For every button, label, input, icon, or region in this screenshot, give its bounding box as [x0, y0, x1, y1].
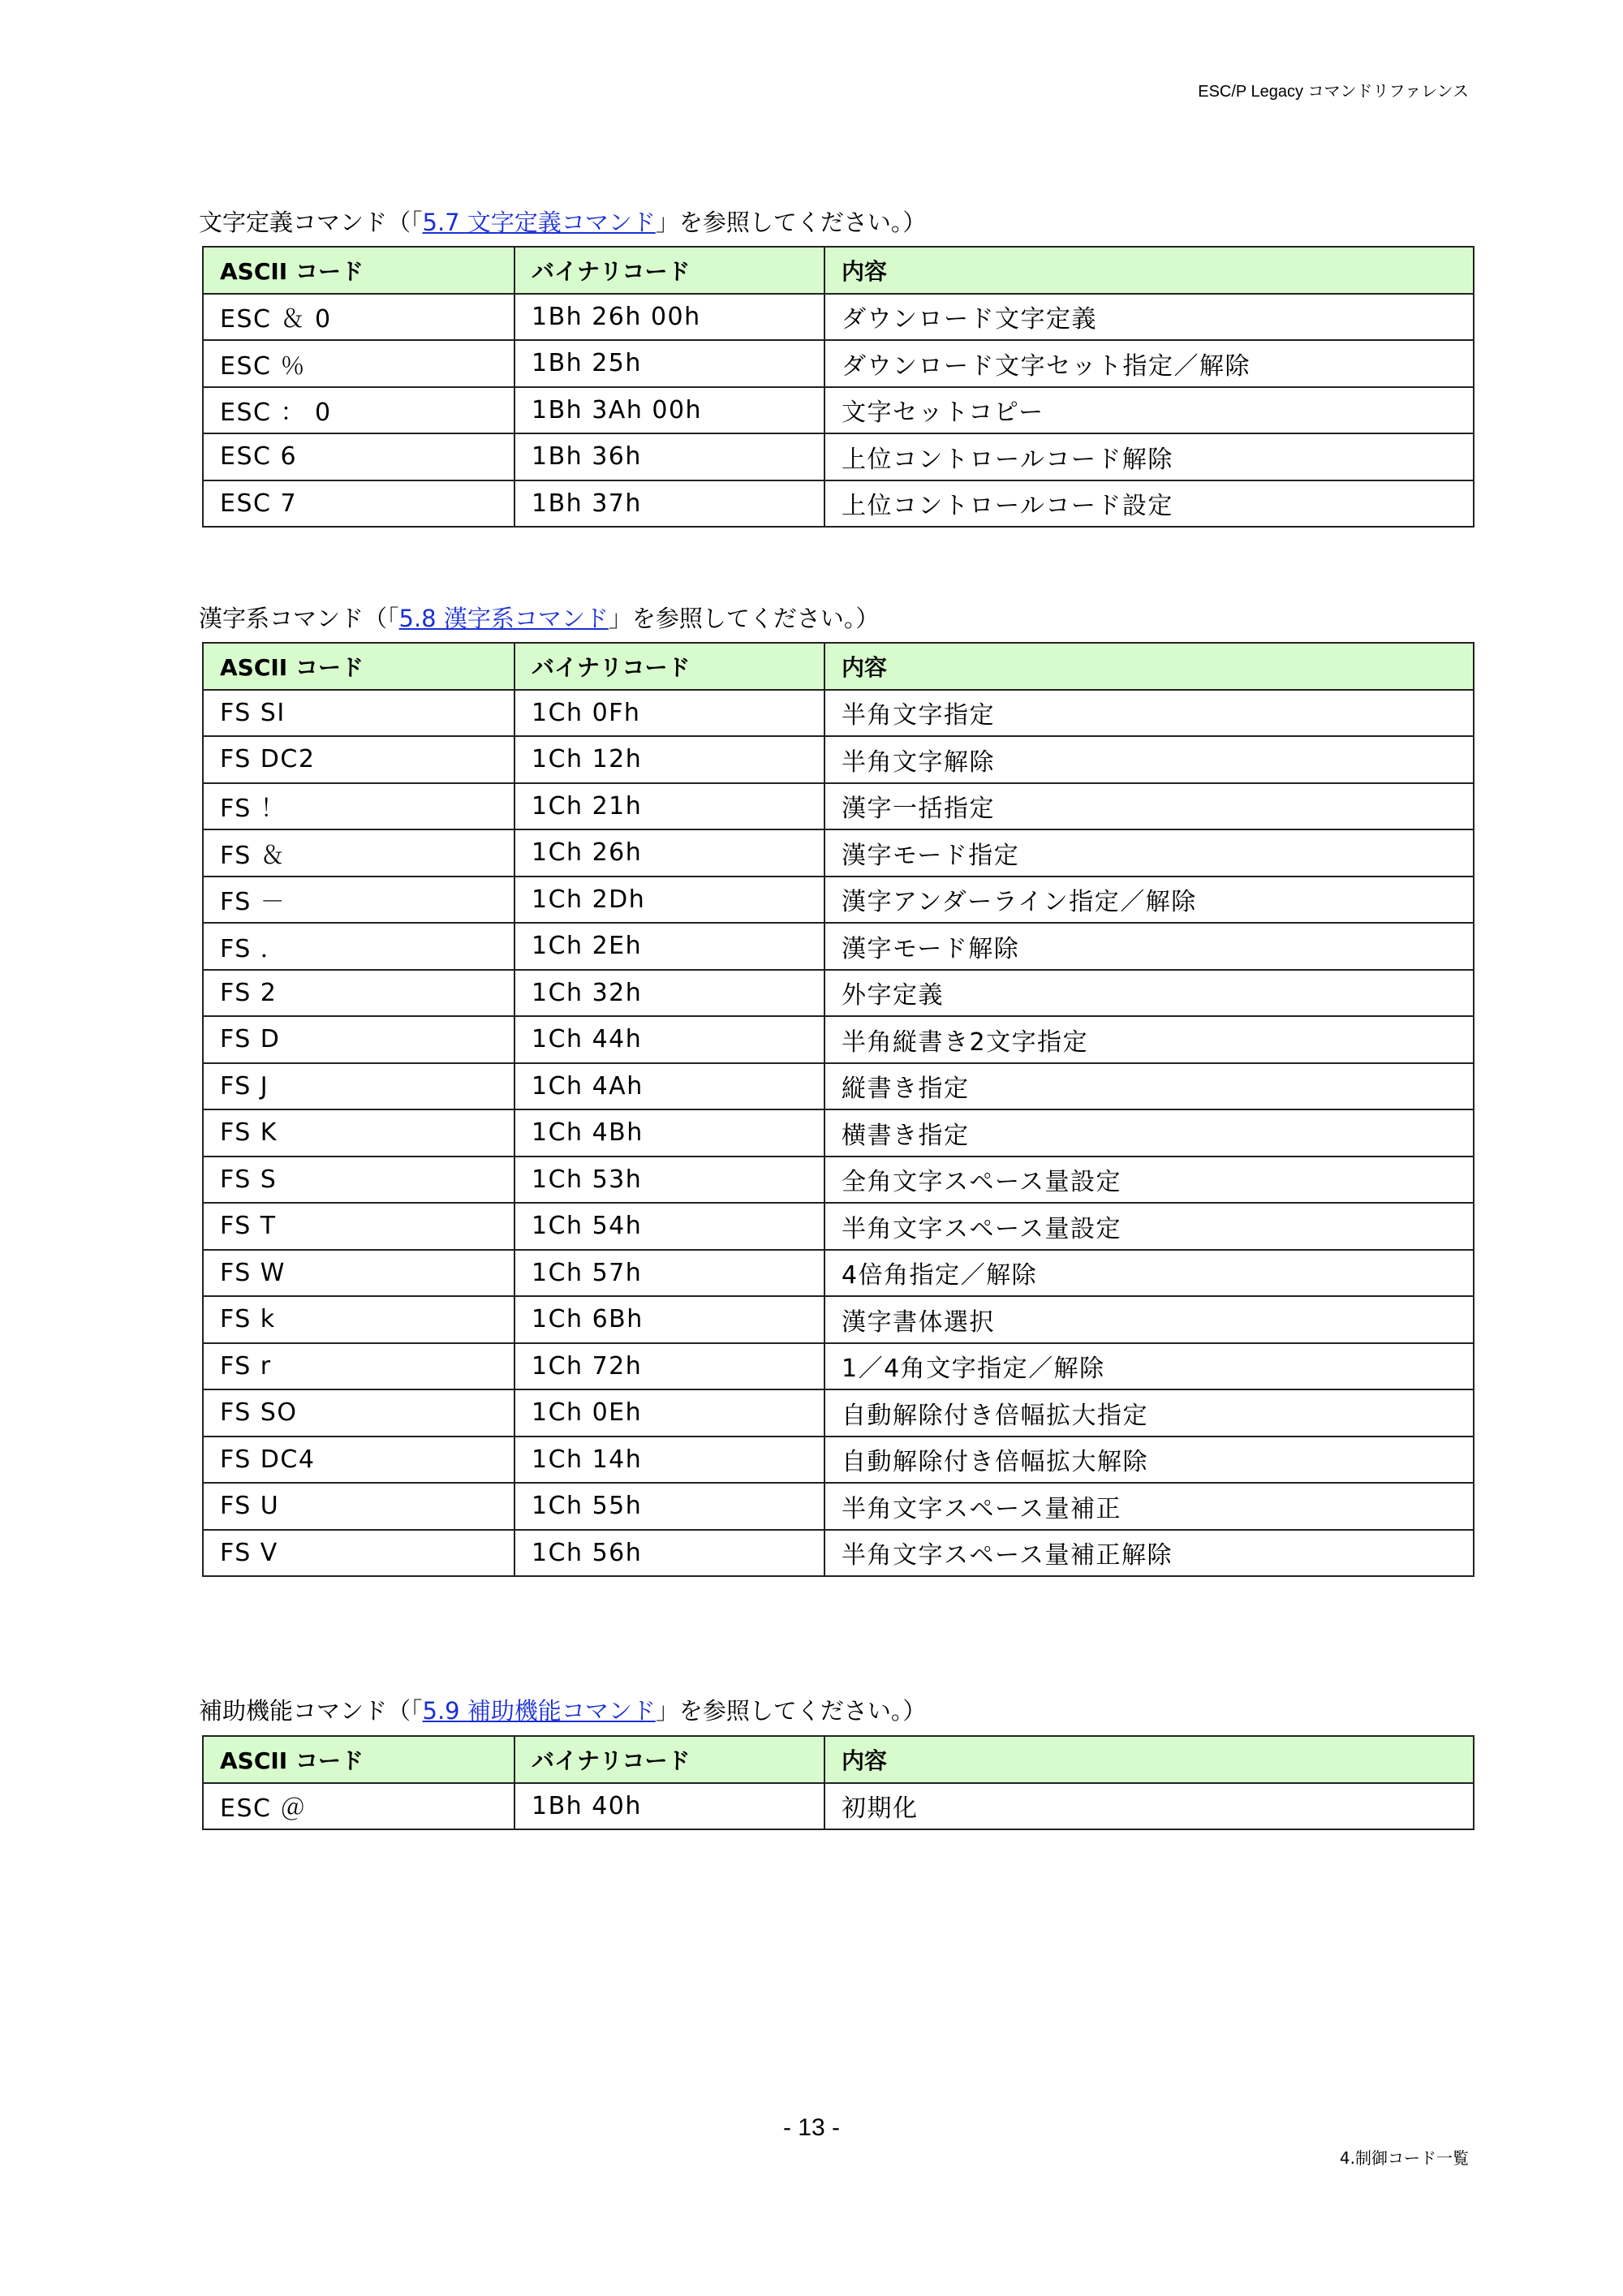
- table-row: [203, 1063, 1474, 1110]
- table-header-row: [203, 643, 1474, 690]
- cell-ascii: ESC ： 0: [203, 387, 514, 434]
- header-binary: バイナリコード: [514, 1736, 824, 1783]
- table-row: [203, 736, 1474, 783]
- cell-content: 全角文字スペース量設定: [824, 1157, 1474, 1204]
- cell-content: ダウンロード文字定義: [824, 294, 1474, 341]
- section-title-prefix: 漢字系コマンド（「: [199, 605, 399, 632]
- section-link-5-7[interactable]: 5.7 文字定義コマンド: [422, 209, 656, 236]
- cell-content: 漢字モード解除: [824, 923, 1474, 970]
- page-number: - 13 -: [782, 2114, 841, 2141]
- cell-content: 横書き指定: [824, 1109, 1474, 1157]
- cell-ascii: FS k: [203, 1296, 514, 1343]
- cell-binary: 1Bh 40h: [514, 1783, 824, 1830]
- cell-binary: 1Ch 14h: [514, 1437, 824, 1484]
- cell-content: 半角文字スペース量設定: [824, 1203, 1474, 1250]
- cell-binary: 1Ch 0Eh: [514, 1389, 824, 1437]
- cell-binary: 1Ch 55h: [514, 1483, 824, 1530]
- section-link-5-9[interactable]: 5.9 補助機能コマンド: [422, 1697, 656, 1725]
- table-row: [203, 1389, 1474, 1437]
- cell-binary: 1Ch 26h: [514, 829, 824, 877]
- chapter-footer: 4.制御コード一覧: [1339, 2148, 1469, 2168]
- cell-ascii: FS SI: [203, 690, 514, 737]
- cell-ascii: FS K: [203, 1109, 514, 1157]
- cell-ascii: FS D: [203, 1016, 514, 1063]
- header-ascii: ASCII コード: [203, 1736, 514, 1783]
- table-row: [203, 433, 1474, 480]
- cell-content: 初期化: [824, 1783, 1474, 1830]
- section-link-5-8[interactable]: 5.8 漢字系コマンド: [398, 605, 609, 632]
- cell-content: 半角文字スペース量補正解除: [824, 1530, 1474, 1577]
- cell-binary: 1Ch 54h: [514, 1203, 824, 1250]
- cell-ascii: FS ！: [203, 783, 514, 830]
- cell-content: 外字定義: [824, 970, 1474, 1017]
- command-table-kanji: [202, 642, 1474, 1577]
- table-row: [203, 1530, 1474, 1577]
- cell-binary: 1Ch 6Bh: [514, 1296, 824, 1343]
- cell-ascii: FS －: [203, 877, 514, 924]
- cell-ascii: FS J: [203, 1063, 514, 1110]
- cell-ascii: FS 2: [203, 970, 514, 1017]
- command-table-auxiliary: [202, 1735, 1474, 1830]
- table-row: [203, 877, 1474, 924]
- table-header-row: [203, 247, 1474, 294]
- table-row: [203, 294, 1474, 341]
- header-ascii: ASCII コード: [203, 247, 514, 294]
- table-header-row: [203, 1736, 1474, 1783]
- cell-ascii: FS SO: [203, 1389, 514, 1437]
- cell-ascii: ESC ＆ 0: [203, 294, 514, 341]
- cell-binary: 1Ch 32h: [514, 970, 824, 1017]
- cell-ascii: FS r: [203, 1343, 514, 1390]
- table-row: [203, 1250, 1474, 1297]
- cell-content: 上位コントロールコード解除: [824, 433, 1474, 480]
- table-row: [203, 340, 1474, 387]
- cell-binary: 1Bh 37h: [514, 480, 824, 528]
- cell-content: 縦書き指定: [824, 1063, 1474, 1110]
- table-row: [203, 923, 1474, 970]
- table-row: [203, 1016, 1474, 1063]
- cell-binary: 1Bh 3Ah 00h: [514, 387, 824, 434]
- section-title-suffix: 」を参照してください。）: [655, 1697, 927, 1725]
- cell-binary: 1Ch 57h: [514, 1250, 824, 1297]
- cell-binary: 1Ch 53h: [514, 1157, 824, 1204]
- cell-binary: 1Ch 2Eh: [514, 923, 824, 970]
- header-content: 内容: [824, 643, 1474, 690]
- header-content: 内容: [824, 1736, 1474, 1783]
- cell-content: 半角文字解除: [824, 736, 1474, 783]
- header-binary: バイナリコード: [514, 247, 824, 294]
- table-row: [203, 1783, 1474, 1830]
- table-row: [203, 480, 1474, 528]
- cell-ascii: FS T: [203, 1203, 514, 1250]
- table-row: [203, 970, 1474, 1017]
- cell-ascii: FS ．: [203, 923, 514, 970]
- cell-binary: 1Ch 0Fh: [514, 690, 824, 737]
- table-row: [203, 1296, 1474, 1343]
- cell-ascii: FS ＆: [203, 829, 514, 877]
- section-title-prefix: 補助機能コマンド（「: [199, 1697, 423, 1725]
- cell-content: 4倍角指定／解除: [824, 1250, 1474, 1297]
- header-ascii: ASCII コード: [203, 643, 514, 690]
- cell-content: 半角文字指定: [824, 690, 1474, 737]
- cell-ascii: ESC 6: [203, 433, 514, 480]
- table-row: [203, 1109, 1474, 1157]
- header-content: 内容: [824, 247, 1474, 294]
- cell-content: 漢字アンダーライン指定／解除: [824, 877, 1474, 924]
- table-row: [203, 1203, 1474, 1250]
- section-title-suffix: 」を参照してください。）: [608, 605, 880, 632]
- cell-binary: 1Ch 21h: [514, 783, 824, 830]
- cell-content: 漢字書体選択: [824, 1296, 1474, 1343]
- cell-binary: 1Ch 2Dh: [514, 877, 824, 924]
- cell-binary: 1Ch 12h: [514, 736, 824, 783]
- cell-content: 文字セットコピー: [824, 387, 1474, 434]
- table-row: [203, 1483, 1474, 1530]
- table-row: [203, 1437, 1474, 1484]
- cell-binary: 1Ch 4Bh: [514, 1109, 824, 1157]
- cell-content: 半角文字スペース量補正: [824, 1483, 1474, 1530]
- table-row: [203, 1157, 1474, 1204]
- cell-ascii: FS S: [203, 1157, 514, 1204]
- cell-binary: 1Ch 44h: [514, 1016, 824, 1063]
- cell-ascii: ESC 7: [203, 480, 514, 528]
- table-row: [203, 829, 1474, 877]
- section-title-prefix: 文字定義コマンド（「: [199, 209, 423, 236]
- cell-binary: 1Ch 56h: [514, 1530, 824, 1577]
- section-title-auxiliary: [199, 1693, 926, 1726]
- cell-ascii: FS U: [203, 1483, 514, 1530]
- cell-binary: 1Bh 36h: [514, 433, 824, 480]
- cell-binary: 1Bh 26h 00h: [514, 294, 824, 341]
- section-title-char-definition: [199, 205, 926, 238]
- table-row: [203, 783, 1474, 830]
- cell-content: 自動解除付き倍幅拡大指定: [824, 1389, 1474, 1437]
- table-row: [203, 1343, 1474, 1390]
- cell-binary: 1Bh 25h: [514, 340, 824, 387]
- cell-binary: 1Ch 72h: [514, 1343, 824, 1390]
- cell-ascii: ESC ＠: [203, 1783, 514, 1830]
- cell-content: 1／4角文字指定／解除: [824, 1343, 1474, 1390]
- cell-content: 上位コントロールコード設定: [824, 480, 1474, 528]
- cell-content: ダウンロード文字セット指定／解除: [824, 340, 1474, 387]
- table-row: [203, 387, 1474, 434]
- cell-binary: 1Ch 4Ah: [514, 1063, 824, 1110]
- section-title-kanji: [199, 601, 879, 634]
- cell-content: 半角縦書き2文字指定: [824, 1016, 1474, 1063]
- cell-content: 自動解除付き倍幅拡大解除: [824, 1437, 1474, 1484]
- section-title-suffix: 」を参照してください。）: [655, 209, 927, 236]
- cell-content: 漢字モード指定: [824, 829, 1474, 877]
- cell-ascii: FS DC4: [203, 1437, 514, 1484]
- cell-content: 漢字一括指定: [824, 783, 1474, 830]
- cell-ascii: FS V: [203, 1530, 514, 1577]
- running-header: ESC/P Legacy コマンドリファレンス: [1198, 83, 1469, 101]
- command-table-char-definition: [202, 246, 1474, 528]
- header-binary: バイナリコード: [514, 643, 824, 690]
- cell-ascii: FS DC2: [203, 736, 514, 783]
- cell-ascii: ESC ％: [203, 340, 514, 387]
- table-row: [203, 690, 1474, 737]
- cell-ascii: FS W: [203, 1250, 514, 1297]
